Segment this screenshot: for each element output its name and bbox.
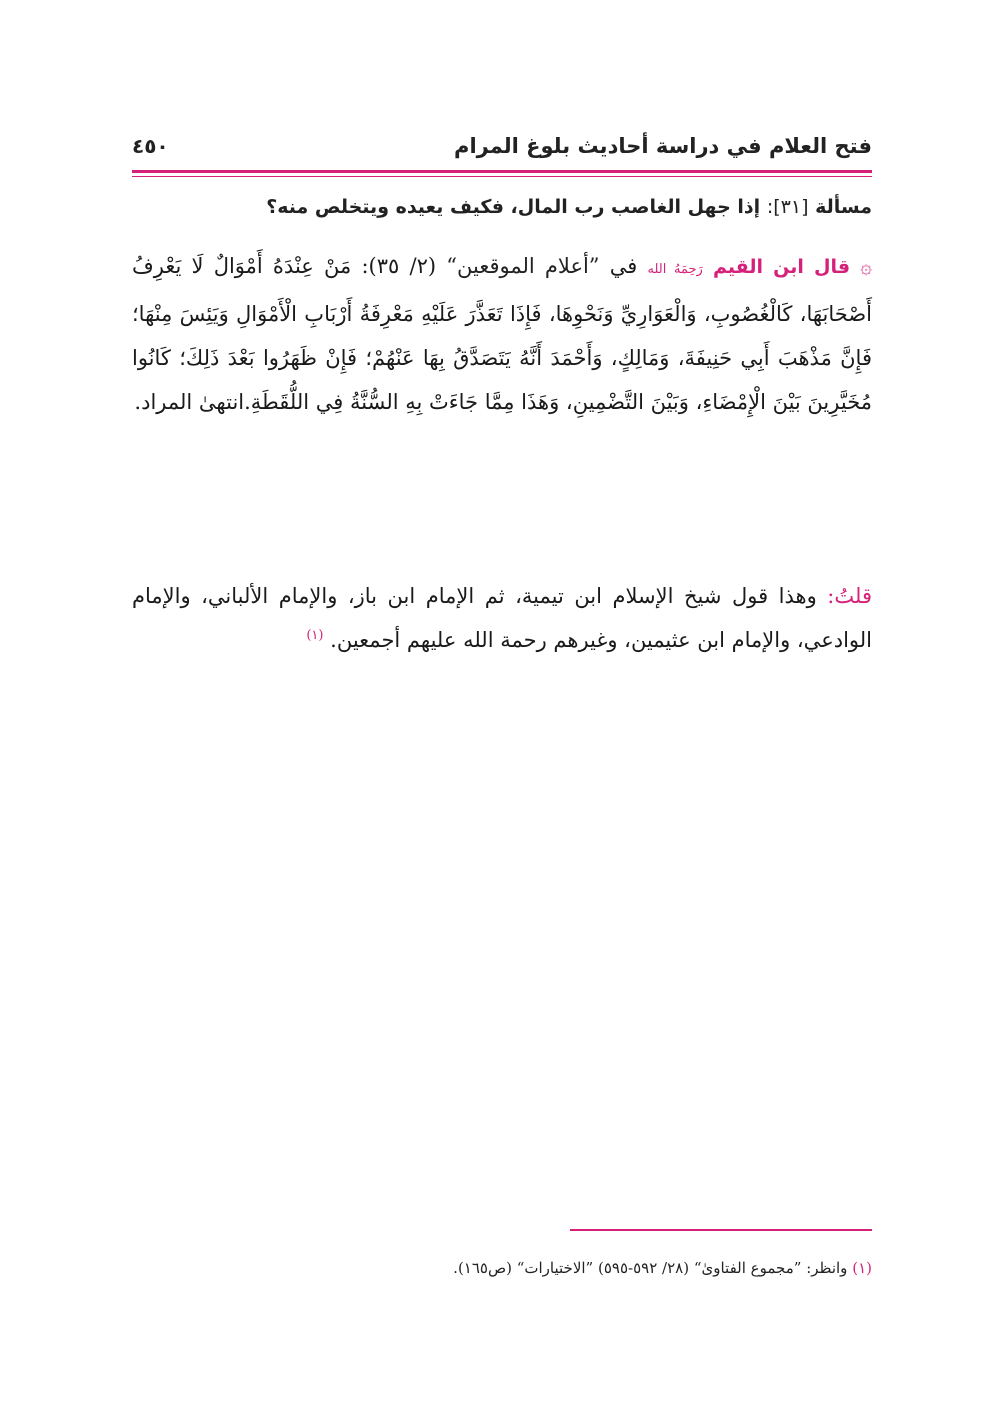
issue-number: [٣١]: xyxy=(766,196,809,218)
issue-heading xyxy=(132,196,872,218)
page-number: ٤٥٠ xyxy=(132,134,169,158)
speaker-name: قال ابن القيم xyxy=(713,256,851,278)
comment-text: وهذا قول شيخ الإسلام ابن تيمية، ثم الإمام ابن باز، والإمام الألباني، والإمام الوادعي، والإمام ابن عثيمين، وغيرهم رحمة الله عليهم أجمعين. xyxy=(132,584,872,652)
ornament-icon: ۞ xyxy=(860,254,872,278)
header-rule-thick xyxy=(132,170,872,173)
footnote-number: (١) xyxy=(852,1259,872,1277)
honorific-mark: رَحِمَهُ الله xyxy=(647,262,703,277)
quote-paragraph xyxy=(132,244,872,424)
header-rule-thin xyxy=(132,176,872,177)
footnote-separator xyxy=(570,1229,872,1231)
footnote-reference[interactable]: (١) xyxy=(306,628,324,643)
quoted-text: مَنْ عِنْدَهُ أَمْوَالٌ لَا يَعْرِفُ أَصْحَابَهَا، كَالْغُصُوبِ، وَالْعَوَارِيِّ وَنَحْوِهَا، فَإِذَا تَعَذَّرَ عَلَيْهِ مَعْرِفَةُ أَرْبَابِ الْأَمْوَالِ وَيَئِسَ مِنْهَا؛ فَإِنَّ مَذْهَبَ أَبِي حَنِيفَةَ، وَمَالِكٍ، وَأَحْمَدَ أَنَّهُ يَتَصَدَّقُ بِهَا عَنْهُمْ؛ فَإِنْ ظَهَرُوا بَعْدَ ذَلِكَ؛ كَانُوا مُخَيَّرِينَ بَيْنَ الْإِمْضَاءِ، وَبَيْنَ التَّضْمِينِ، وَهَذَا مِمَّا جَاءَتْ بِهِ السُّنَّةُ فِي اللُّقَطَةِ. xyxy=(132,254,872,414)
comment-lead: قلتُ: xyxy=(827,584,872,608)
footnote-text: وانظر: ”مجموع الفتاوىٰ“ (٢٨/ ٥٩٢-٥٩٥) ”الاختيارات“ (ص١٦٥). xyxy=(453,1259,848,1277)
footnote xyxy=(132,1256,872,1280)
issue-question: إذا جهل الغاصب رب المال، فكيف يعيده ويتخلص منه؟ xyxy=(266,196,761,218)
source-citation: (٢/ ٣٥): xyxy=(361,254,437,278)
issue-label: مسألة xyxy=(815,196,872,218)
source-title: ”أعلام الموقعين“ xyxy=(446,254,600,278)
book-title: فتح العلام في دراسة أحاديث بلوغ المرام xyxy=(454,134,872,158)
quote-ending: انتهىٰ المراد. xyxy=(134,390,245,414)
running-header xyxy=(132,128,872,164)
source-prefix: في xyxy=(609,254,638,278)
author-comment-paragraph xyxy=(132,574,872,662)
